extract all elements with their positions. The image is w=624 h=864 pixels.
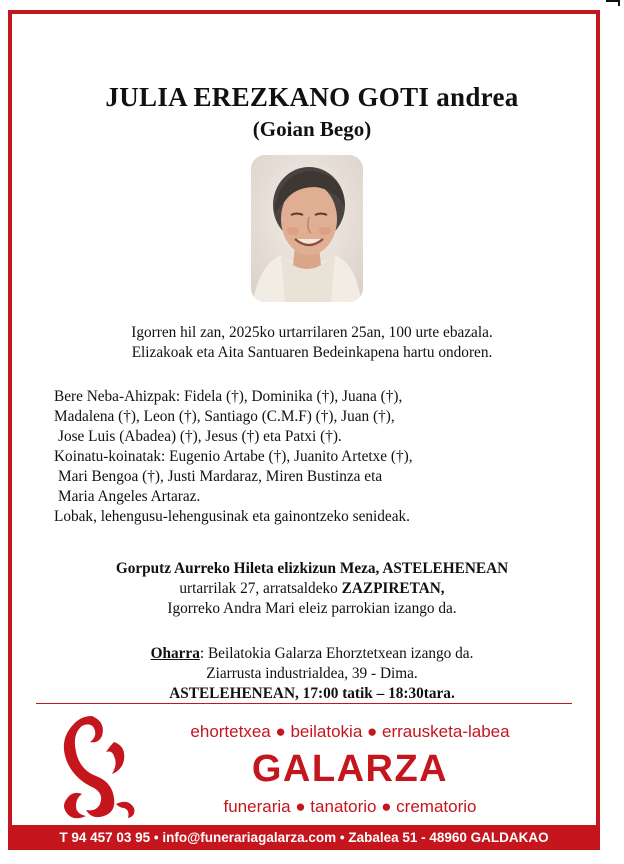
note-line: [0, 644, 624, 664]
blessing-line: Elizakoak eta Aita Santuaren Bedeinkapena hartu ondoren.: [131, 344, 493, 361]
family-line: Koinatu-koinatak: Eugenio Artabe (†), Juanito Artetxe (†),: [54, 448, 413, 465]
mass-line: Gorputz Aurreko Hileta elizkizun Meza, ASTELEHENEAN: [115, 560, 509, 577]
death-line: Igorren hil zan, 2025ko urtarrilaren 25an, 100 urte ebazala.: [131, 324, 493, 341]
tagline-spanish: funeraria ● tanatorio ● crematorio: [223, 797, 477, 816]
family-line: Bere Neba-Ahizpak: Fidela (†), Dominika (†), Juana (†),: [54, 388, 403, 405]
portrait-photo: [251, 155, 363, 302]
portrait-illustration: [251, 155, 363, 302]
ceremony-details: [0, 559, 624, 619]
family-line: Lobak, lehengusu-lehengusinak eta gainontzeko senideak.: [54, 508, 410, 525]
time-text: ZAZPIRETAN,: [341, 580, 445, 597]
church-line: Igorreko Andra Mari eleiz parrokian izango da.: [167, 600, 457, 617]
brand-name: GALARZA: [251, 748, 449, 790]
scan-corner-mark: [606, 0, 620, 6]
family-line: Maria Angeles Artaraz.: [58, 488, 201, 505]
date-line: [0, 579, 624, 599]
death-announcement: [0, 323, 624, 363]
date-text: urtarrilak 27, arratsaldeko: [179, 580, 342, 597]
note-label: Oharra: [150, 645, 200, 662]
family-line: Mari Bengoa (†), Justi Mardaraz, Miren Bustinza eta: [58, 468, 383, 485]
deceased-name: JULIA EREZKANO GOTI andrea: [105, 82, 519, 112]
wake-note: [0, 644, 624, 704]
schedule-line: ASTELEHENEAN, 17:00 tatik – 18:30tara.: [169, 685, 455, 702]
tagline-basque: ehortetxea ● beilatokia ● errausketa-labea: [190, 722, 510, 741]
contact-footer: T 94 457 03 95 • info@funerariagalarza.com • Zabalea 51 - 48960 GALDAKAO: [8, 825, 600, 850]
family-list: [54, 387, 594, 527]
divider-line: [36, 703, 572, 704]
family-line: Madalena (†), Leon (†), Santiago (C.M.F) (†), Juan (†),: [54, 408, 395, 425]
rest-in-peace: (Goian Bego): [252, 117, 372, 141]
address-line: Ziarrusta industrialdea, 39 - Dima.: [206, 665, 418, 682]
family-line: Jose Luis (Abadea) (†), Jesus (†) eta Patxi (†).: [58, 428, 342, 445]
galarza-logo-icon: [52, 712, 140, 822]
note-text: : Beilatokia Galarza Ehorztetxean izango da.: [199, 645, 474, 662]
